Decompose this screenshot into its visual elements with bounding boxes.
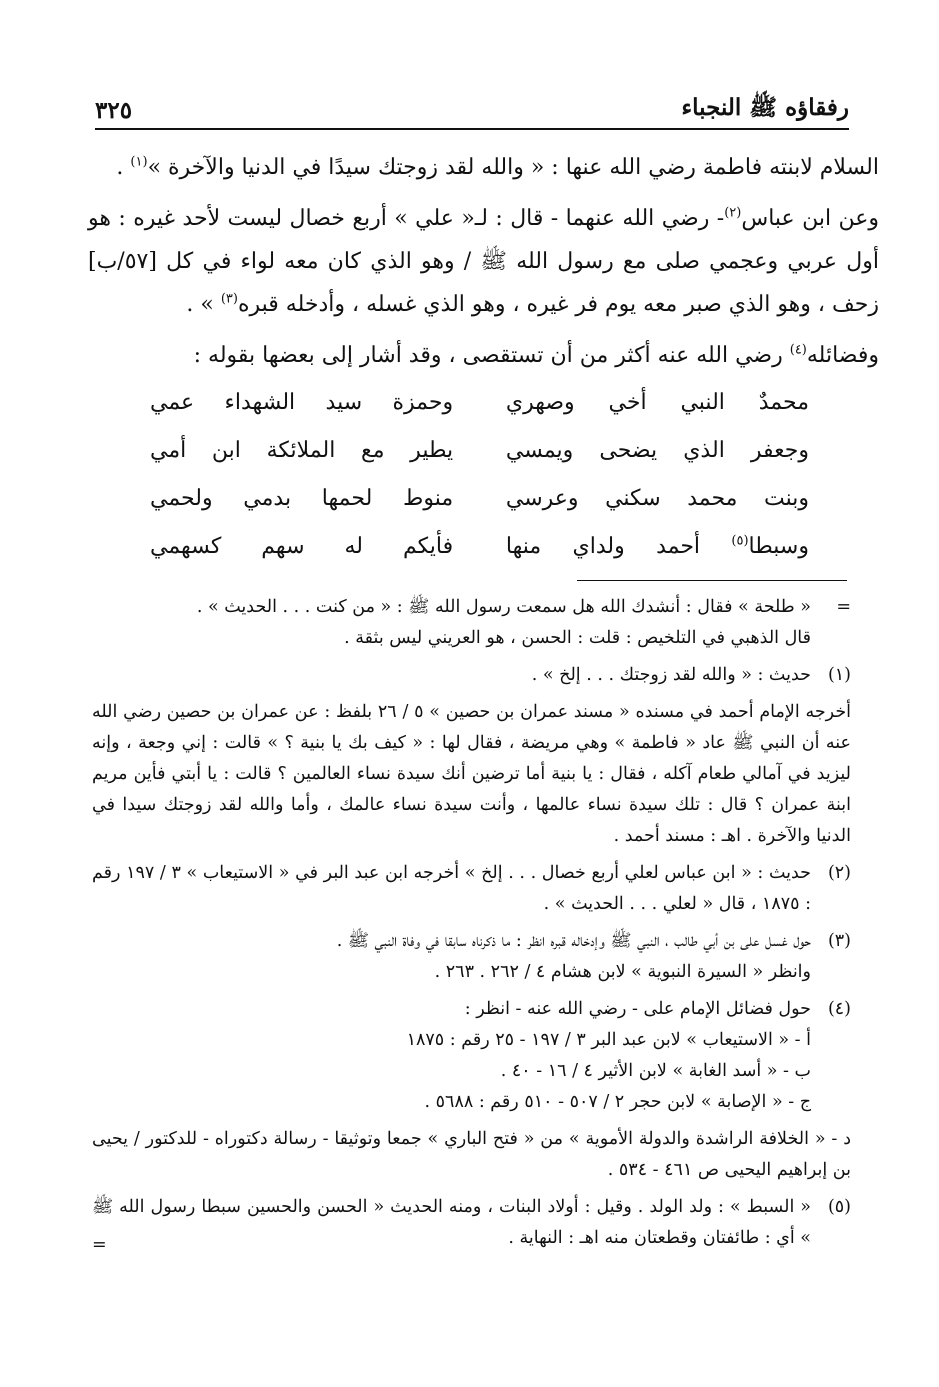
footnote-text: وانظر « السيرة النبوية » لابن هشام ٤ / ٢٦٢ . ٢٦٣ .	[434, 962, 811, 982]
footnote-number: (٥)	[827, 1197, 851, 1217]
footnote-item-d: د - « الخلافة الراشدة والدولة الأموية » من « فتح الباري » جمعا وتوثيقا - رسالة دكتوراه - للدكتور / يحيى بن إبراهيم اليحيى ص ٤٦١ - ٥٣٤ .	[92, 1129, 851, 1180]
verse-first-hemistich-rest: أحمد ولداي منها	[505, 533, 732, 559]
footnote-text: حول غسل على بن أبي طالب ، النبي ﷺ وإدخاله قبره انظر : ما ذكرناه سابقا في وفاة النبي ﷺ .	[336, 931, 811, 951]
verse-first-hemistich-start: وسبطا	[748, 533, 809, 559]
footnote-item-b: ب - « أسد الغابة » لابن الأثير ٤ / ١٦ - ٤٠ .	[500, 1061, 811, 1081]
poem	[150, 378, 809, 570]
continuation-mark: =	[836, 597, 851, 617]
footnote-ref-4: (٤)	[789, 342, 807, 358]
footnote-continuation-mark: =	[92, 1235, 107, 1255]
paragraph-3-text: رضي الله عنه أكثر من أن تستقصى ، وقد أشار إلى بعضها بقوله :	[193, 343, 790, 368]
paragraph-3	[88, 334, 879, 377]
footnote-text: « طلحة » فقال : أنشدك الله هل سمعت رسول الله ﷺ : « من كنت . . . الحديث » .	[196, 597, 811, 617]
footnote-number: (١)	[827, 665, 851, 685]
footnote-separator	[577, 580, 847, 581]
verse-second-hemistich: يطير مع الملائكة ابن أمي	[150, 437, 454, 463]
footnote-5	[92, 1192, 851, 1254]
verse-first-hemistich: وبنت محمد سكني وعرسي	[505, 485, 809, 511]
running-title: رفقاؤه ﷺ النجباء	[681, 94, 849, 121]
paragraph-2-start: وعن ابن عباس	[741, 206, 879, 231]
footnote-2	[92, 858, 851, 920]
footnote-text: « السبط » : ولد الولد . وقيل : أولاد البنات ، ومنه الحديث « الحسن والحسين سبطا رسول الله ﷺ » أي : طائفتان وقطعتان منه اهـ : النهاية .	[92, 1197, 811, 1248]
footnote-3	[92, 926, 851, 988]
main-text	[88, 146, 879, 377]
footnote-ref-1: (١)	[130, 154, 148, 170]
verse	[150, 426, 809, 474]
verse-second-hemistich: منوط لحمها بدمي ولحمي	[150, 485, 454, 511]
footnote-item-c: ج - « الإصابة » لابن حجر ٢ / ٥٠٧ - ٥١٠ رقم : ٥٦٨٨ .	[424, 1092, 811, 1112]
verse-second-hemistich: وحمزة سيد الشهداء عمي	[150, 389, 454, 415]
paragraph-3-start: وفضائله	[806, 343, 879, 368]
verse-second-hemistich: فأيكم له سهم كسهمي	[150, 533, 454, 559]
paragraph-2-text: - رضي الله عنهما - قال : لـ« علي » أربع خصال ليست لأحد غيره : هو أول عربي وعجمي صلى مع رسول الله ﷺ / وهو الذي كان معه لواء في كل [٥٧/ب] زحف ، وهو الذي صبر معه يوم فر غيره ، وهو الذي غسله ، وأدخله قبره	[88, 206, 879, 317]
verse-first-hemistich: وجعفر الذي يضحى ويمسي	[505, 437, 809, 463]
footnotes	[92, 592, 851, 1267]
paragraph-1-text: السلام لابنته فاطمة رضي الله عنها : « والله لقد زوجتك سيدًا في الدنيا والآخرة »	[147, 155, 879, 180]
footnote-4	[92, 994, 851, 1118]
footnote-1	[92, 660, 851, 691]
footnote-continuation	[92, 592, 851, 654]
verse	[150, 522, 809, 570]
verse-first-hemistich	[506, 534, 809, 559]
verse	[150, 474, 809, 522]
verse	[150, 378, 809, 426]
page-number: ٣٢٥	[95, 96, 133, 124]
footnote-text: حول فضائل الإمام على - رضي الله عنه - انظر :	[464, 999, 811, 1019]
footnote-ref-3: (٣)	[220, 291, 238, 307]
verse-first-hemistich: محمدٌ النبي أخي وصهري	[505, 389, 809, 415]
footnote-ref-2: (٢)	[724, 205, 742, 221]
page-header	[95, 92, 849, 130]
footnote-number: (٤)	[827, 999, 851, 1019]
paragraph-2-end: » .	[186, 292, 221, 317]
paragraph-2	[88, 197, 879, 326]
paragraph-1	[88, 146, 879, 189]
footnote-text: حديث : « ابن عباس لعلي أربع خصال . . . إلخ » أخرجه ابن عبد البر في « الاستيعاب » ٣ / ١٩٧ رقم : ١٨٧٥ ، قال « لعلي . . . الحديث » .	[92, 863, 811, 914]
footnote-1-paragraph: أخرجه الإمام أحمد في مسنده « مسند عمران بن حصين » ٥ / ٢٦ بلفظ : عن عمران بن حصين رضي الله عنه أن النبي ﷺ عاد « فاطمة » وهي مريضة ، فقال لها : « كيف بك يا بنية ؟ » قالت : إني وجعة ، وإنه ليزيد في آمالي طعام آكله ، فقال : يا بنية أما ترضين أنك سيدة نساء العالمين ؟ قالت : يا أبتي فأين مريم ابنة عمران ؟ قال : تلك سيدة نساء عالمها ، وأنت سيدة نساء عالمك ، وأما والله لقد زوجتك سيدا في الدنيا والآخرة . اهـ : مسند أحمد .	[92, 702, 852, 846]
paragraph-1-end: .	[116, 155, 131, 180]
footnote-number: (٢)	[827, 863, 851, 883]
footnote-text: حديث : « والله لقد زوجتك . . . إلخ » .	[531, 665, 811, 685]
footnote-item-a: أ - « الاستيعاب » لابن عبد البر ٣ / ١٩٧ - ٢٥ رقم : ١٨٧٥	[406, 1030, 811, 1050]
footnote-number: (٣)	[827, 931, 851, 951]
footnote-ref-5: (٥)	[731, 533, 749, 549]
footnote-text: قال الذهبي في التلخيص : قلت : الحسن ، هو العريني ليس بثقة .	[344, 628, 811, 648]
